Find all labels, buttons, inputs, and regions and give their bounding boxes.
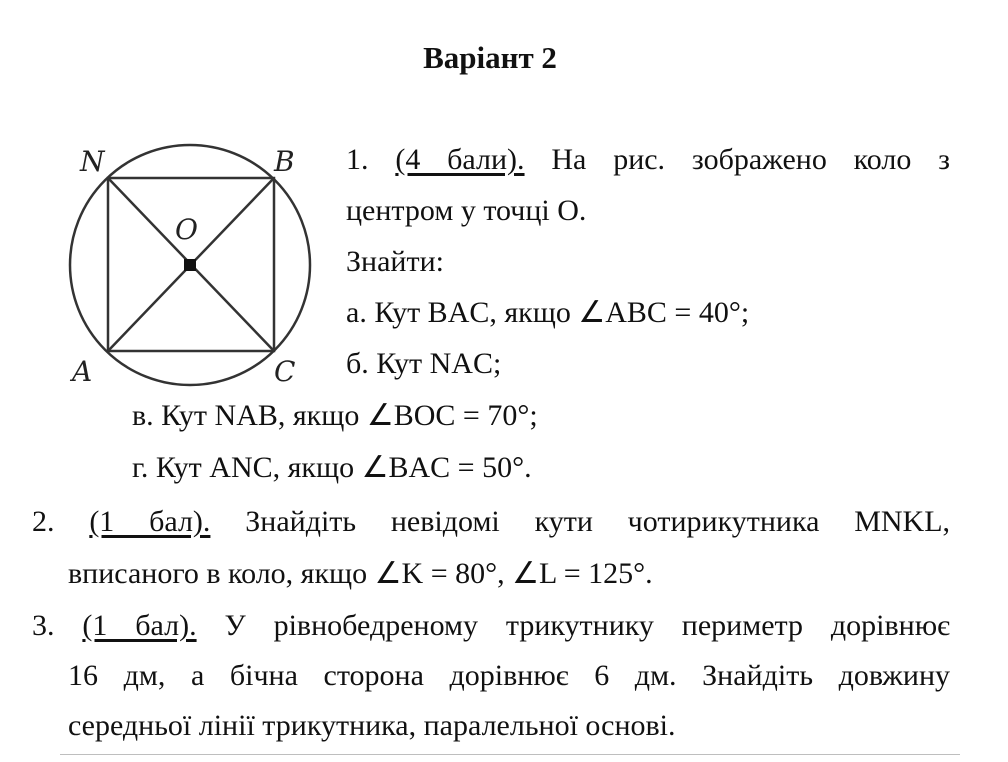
task1-points: (4 бали). (395, 143, 525, 176)
label-n: N (80, 145, 105, 178)
task1-item-v: в. Кут NAB, якщо ∠BOC = 70°; (132, 399, 538, 432)
label-a: A (72, 355, 93, 388)
task2-points: (1 бал). (89, 505, 211, 538)
label-o: O (175, 213, 198, 246)
task2-number: 2. (32, 505, 55, 538)
circle-figure (62, 135, 312, 395)
next-line-fragment (60, 754, 960, 762)
task3-number: 3. (32, 609, 55, 642)
task1-item-b: б. Кут NAC; (346, 347, 502, 380)
label-c: C (274, 355, 296, 388)
task3-line1 (32, 606, 950, 646)
center-point (184, 259, 196, 271)
task1-line2: центром у точці О. (346, 194, 587, 227)
label-b: B (274, 145, 295, 178)
task2-line1 (32, 502, 950, 542)
task1-item-a: а. Кут BAC, якщо ∠ABC = 40°; (346, 296, 750, 329)
task3-line2: 16 дм, а бічна сторона дорівнює 6 дм. Знайдіть довжину (68, 659, 950, 692)
task2-text1: Знайдіть невідомі кути чотирикутника MNKL, (245, 505, 951, 538)
task1-find: Знайти: (346, 245, 444, 278)
task1-text1: На рис. зображено коло з (551, 143, 950, 176)
task1-item-g: г. Кут ANC, якщо ∠BAC = 50°. (132, 451, 532, 484)
task3-points: (1 бал). (82, 609, 197, 642)
task3-text1: У рівнобедреному трикутнику периметр дорівнює (224, 609, 951, 642)
task2-line2: вписаного в коло, якщо ∠K = 80°, ∠L = 125°. (68, 557, 653, 590)
task3-line3: середньої лінії трикутника, паралельної основі. (68, 709, 676, 742)
task1-line1 (346, 140, 950, 180)
task1-number: 1. (346, 143, 369, 176)
variant-title: Варіант 2 (423, 40, 557, 75)
